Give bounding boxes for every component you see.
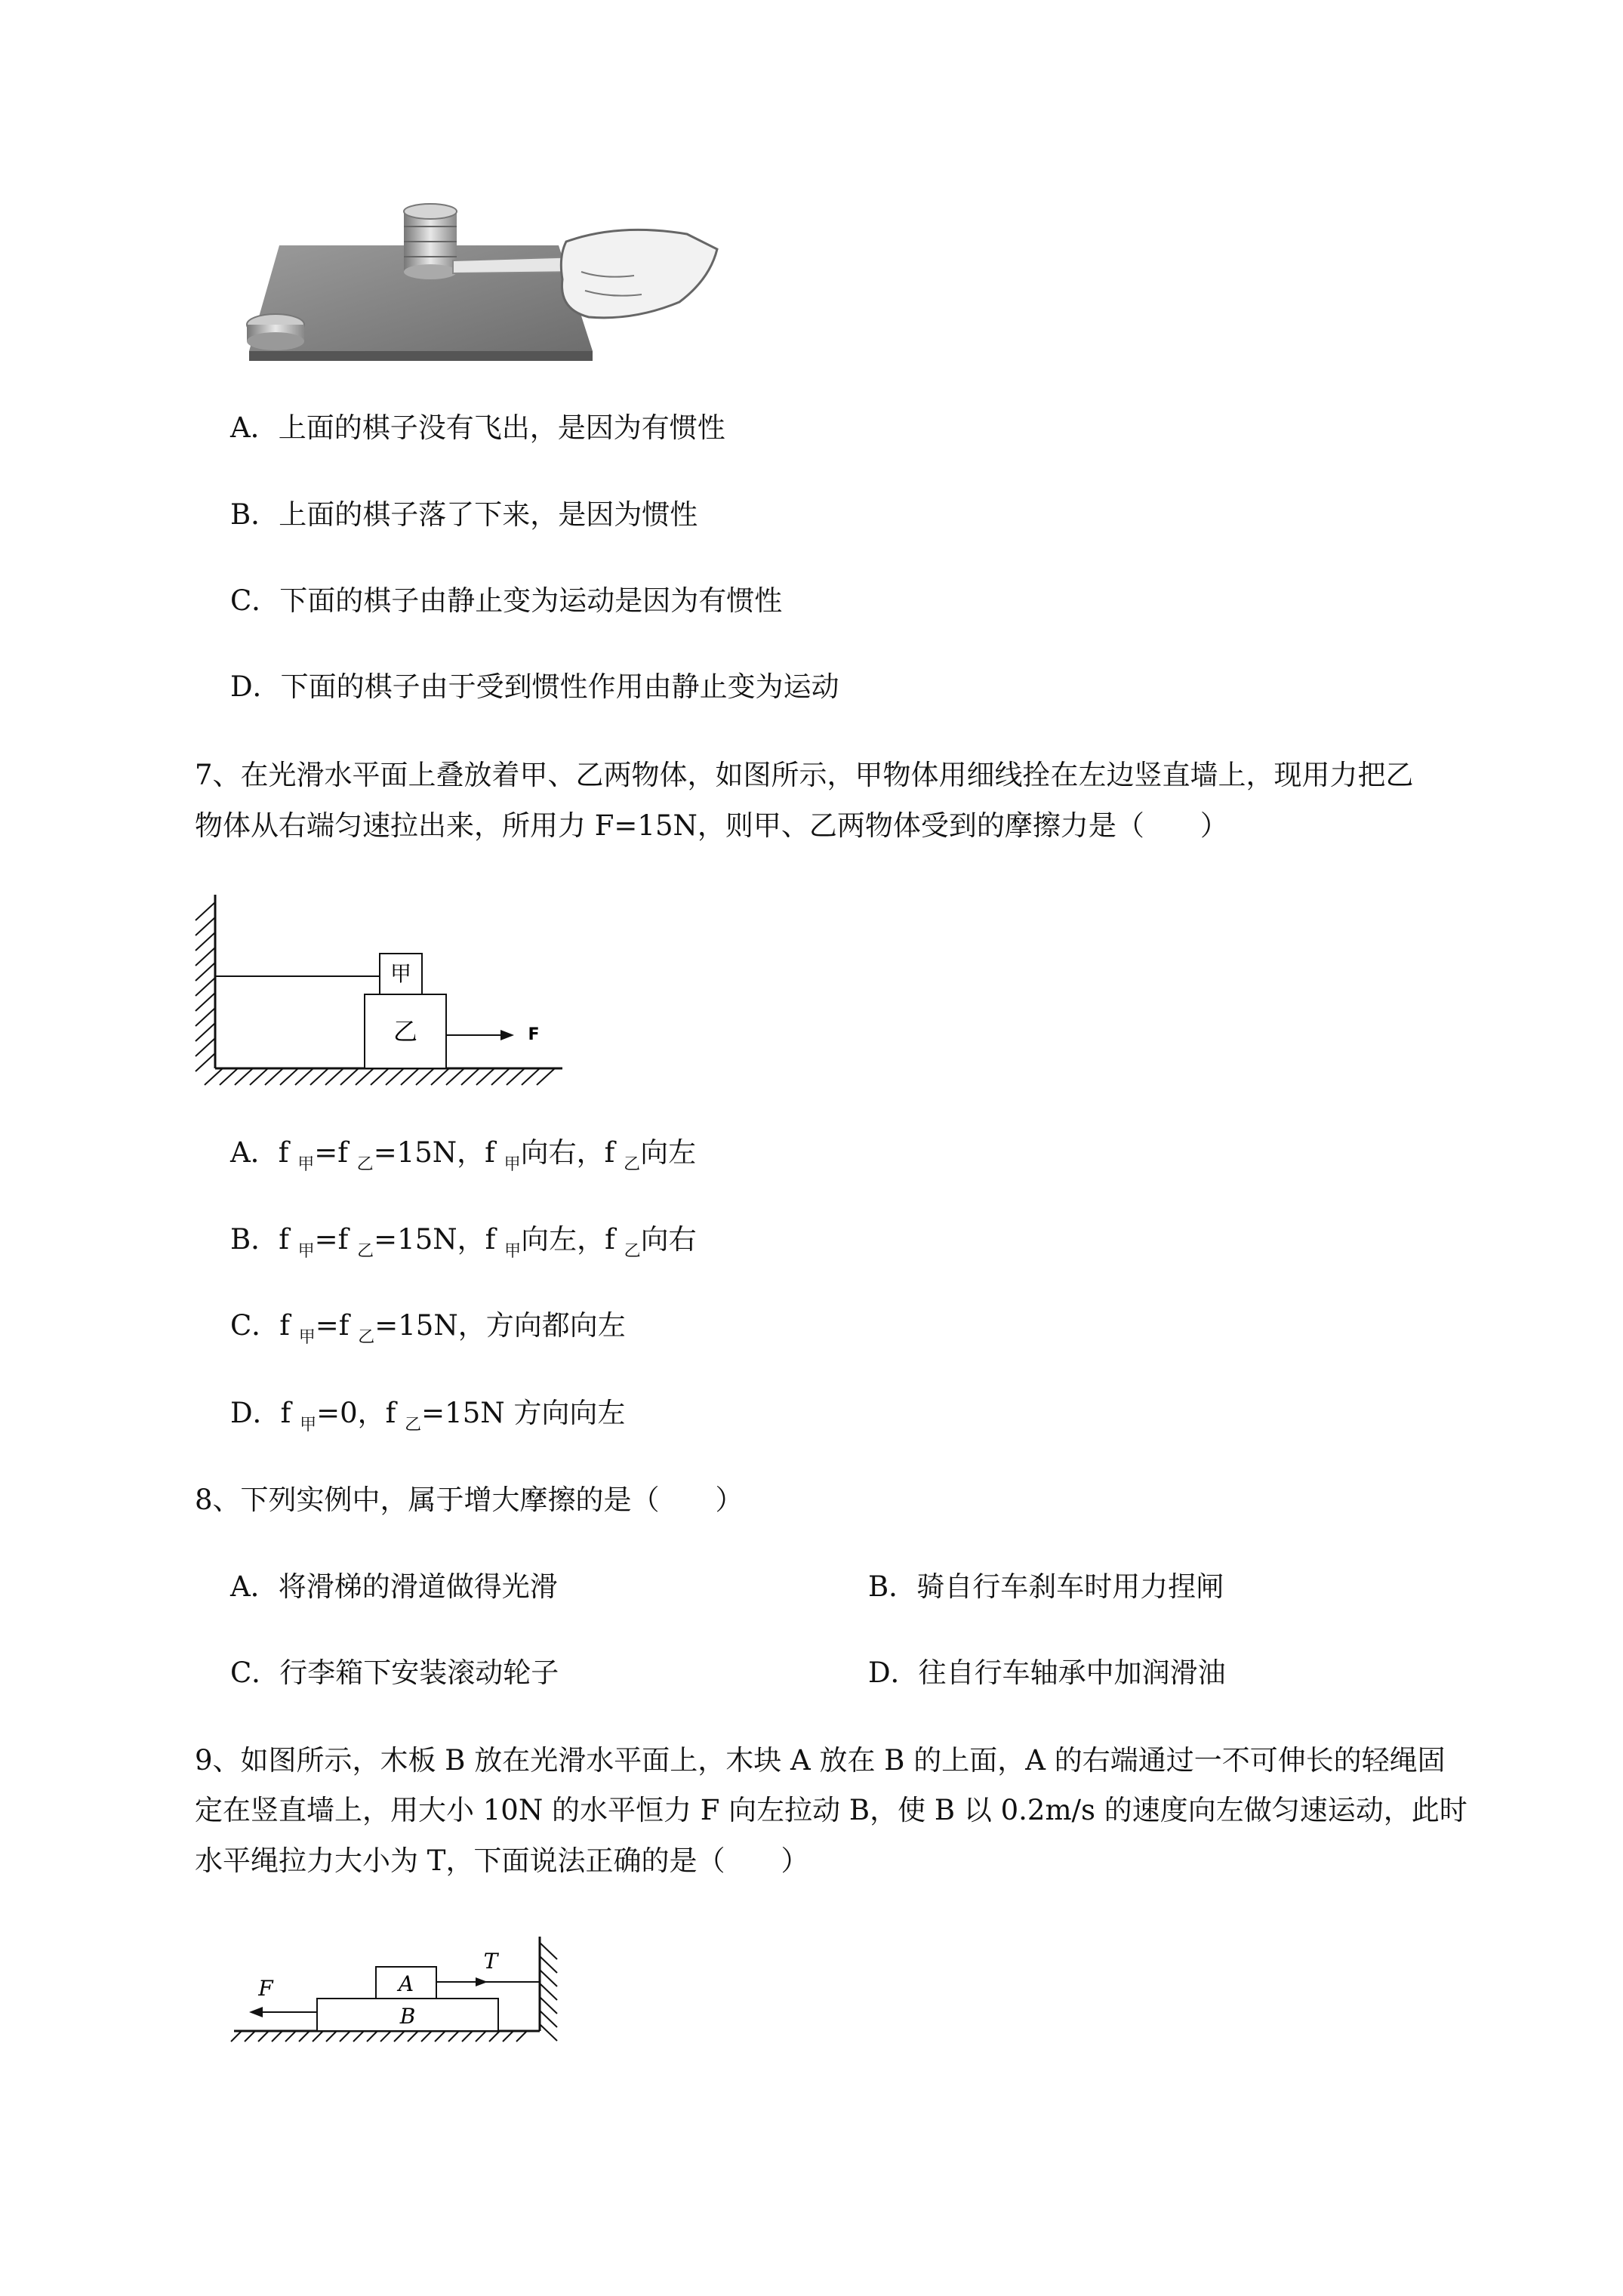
q7-figure-label-yi: 乙 (393, 1017, 418, 1046)
q8-option-c[interactable]: C．行李箱下安装滚动轮子 (230, 1657, 559, 1689)
q6-option-b[interactable]: B．上面的棋子落了下来，是因为惯性 (230, 498, 698, 531)
q9-stem-line2: 定在竖直墙上，用大小 10N 的水平恒力 F 向左拉动 B，使 B 以 0.2m/s 的速度向左做匀速运动，此时 (195, 1794, 1467, 1826)
subscript-yi: 乙 (405, 1416, 422, 1435)
subscript-jia: 甲 (504, 1242, 522, 1261)
q6-option-d[interactable]: D．下面的棋子由于受到惯性作用由静止变为运动 (230, 670, 839, 703)
q7-figure (185, 887, 577, 1099)
subscript-jia: 甲 (297, 1155, 315, 1174)
q9-figure-label-b: B (399, 2004, 416, 2029)
q6-option-a[interactable]: A．上面的棋子没有飞出，是因为有惯性 (230, 411, 725, 444)
q7-option-c[interactable]: C．f $_甲$=f $_乙$=15N，方向都向左 (230, 1309, 626, 1347)
q9-figure-label-f: F (258, 1976, 273, 2001)
q9-stem-line3: 水平绳拉力大小为 T，下面说法正确的是（ ） (195, 1845, 809, 1877)
q8-option-b[interactable]: B．骑自行车刹车时用力捏闸 (868, 1570, 1224, 1603)
subscript-jia: 甲 (300, 1416, 317, 1435)
q9-stem-line1: 9、如图所示，木板 B 放在光滑水平面上，木块 A 放在 B 的上面，A 的右端通过一不可伸长的轻绳固 (195, 1744, 1446, 1777)
chess-pieces-photo (226, 189, 740, 362)
subscript-yi: 乙 (624, 1242, 641, 1261)
q7-stem-line2: 物体从右端匀速拉出来，所用力 F=15N，则甲、乙两物体受到的摩擦力是（ ） (195, 809, 1228, 842)
subscript-yi: 乙 (624, 1155, 641, 1174)
subscript-yi: 乙 (357, 1242, 374, 1261)
q8-option-d[interactable]: D．往自行车轴承中加润滑油 (868, 1657, 1226, 1689)
q7-option-a[interactable]: A．f $_甲$=f $_乙$=15N，f $_甲$向右，f $_乙$向左 (230, 1136, 697, 1174)
q8-option-a[interactable]: A．将滑梯的滑道做得光滑 (230, 1570, 558, 1603)
subscript-jia: 甲 (298, 1328, 316, 1347)
q7-stem-line1: 7、在光滑水平面上叠放着甲、乙两物体，如图所示，甲物体用细线拴在左边竖直墙上，现用力把乙 (195, 759, 1414, 791)
q7-figure-label-jia: 甲 (390, 961, 412, 986)
q7-option-b[interactable]: B．f $_甲$=f $_乙$=15N，f $_甲$向左，f $_乙$向右 (230, 1223, 697, 1261)
subscript-jia: 甲 (504, 1155, 521, 1174)
subscript-jia: 甲 (297, 1242, 315, 1261)
q6-option-c[interactable]: C．下面的棋子由静止变为运动是因为有惯性 (230, 584, 783, 617)
subscript-yi: 乙 (358, 1328, 375, 1347)
q8-stem: 8、下列实例中，属于增大摩擦的是（ ） (195, 1484, 744, 1516)
q7-figure-label-force: F (528, 1025, 540, 1044)
q9-figure (226, 1929, 574, 2050)
subscript-yi: 乙 (356, 1155, 374, 1174)
q7-option-d[interactable]: D．f $_甲$=0，f $_乙$=15N 方向向左 (230, 1397, 626, 1435)
q9-figure-label-a: A (398, 1971, 414, 1996)
q9-figure-label-t: T (483, 1949, 498, 1974)
